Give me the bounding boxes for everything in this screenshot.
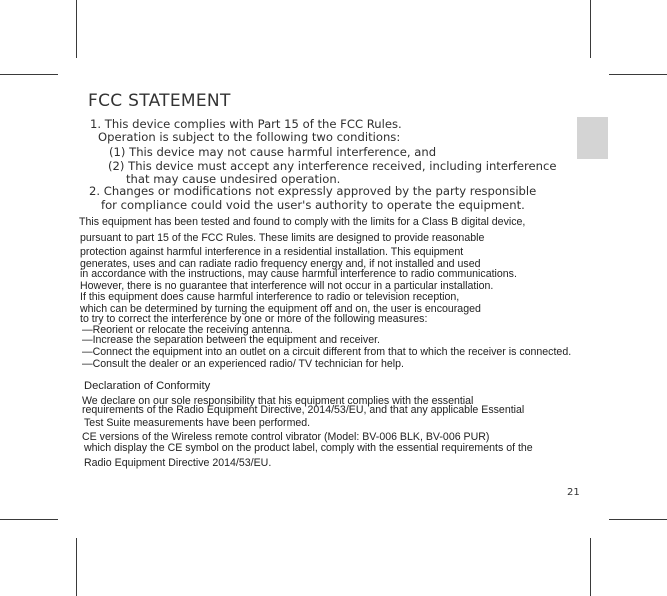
declaration-line: Test Suite measurements have been performed.: [84, 417, 311, 429]
crop-mark-top-right: [590, 0, 591, 58]
section-tab-marker: [577, 117, 608, 159]
declaration-line: which display the CE symbol on the product label, comply with the essential requirements of the: [84, 442, 533, 454]
measure-item: —Increase the separation between the equipment and receiver.: [82, 334, 380, 346]
declaration-line: Radio Equipment Directive 2014/53/EU.: [84, 457, 272, 469]
compliance-line: If this equipment does cause harmful interference to radio or television reception,: [80, 291, 460, 303]
crop-mark-right-bottom: [609, 519, 667, 520]
measure-item: —Consult the dealer or an experienced radio/ TV technician for help.: [82, 358, 404, 370]
compliance-line: protection against harmful interference in a residential installation. This equipment: [80, 246, 464, 258]
compliance-line: pursuant to part 15 of the FCC Rules. These limits are designed to provide reasonable: [80, 232, 485, 244]
crop-mark-right-top: [609, 74, 667, 75]
crop-mark-bottom-right: [590, 538, 591, 596]
compliance-line: However, there is no guarantee that interference will not occur in a particular installation.: [80, 280, 494, 292]
crop-mark-bottom-left: [76, 538, 77, 596]
compliance-line: generates, uses and can radiate radio frequency energy and, if not installed and used: [80, 258, 481, 270]
fcc-item-1: 1. This device complies with Part 15 of the FCC Rules.: [90, 117, 402, 131]
declaration-line: We declare on our sole responsibility that his equipment complies with the essential: [82, 395, 474, 407]
measure-item: —Connect the equipment into an outlet on a circuit different from that to which the receiver is connected.: [82, 346, 572, 358]
crop-mark-left-top: [0, 74, 58, 75]
compliance-line: to try to correct the interference by one or more of the following measures:: [80, 313, 428, 325]
measure-item: —Reorient or relocate the receiving antenna.: [82, 324, 293, 336]
page-title: FCC STATEMENT: [88, 91, 231, 111]
compliance-line: in accordance with the instructions, may cause harmful interference to radio communications.: [80, 268, 517, 280]
crop-mark-left-bottom: [0, 519, 58, 520]
fcc-item-2-cont: for compliance could void the user's authority to operate the equipment.: [101, 198, 525, 212]
compliance-line: which can be determined by turning the equipment off and on, the user is encouraged: [80, 303, 481, 315]
declaration-line: CE versions of the Wireless remote control vibrator (Model: BV-006 BLK, BV-006 PUR): [82, 431, 490, 443]
compliance-line: This equipment has been tested and found to comply with the limits for a Class B digital device,: [79, 216, 526, 228]
fcc-item-2: 2. Changes or modifications not expressly approved by the party responsible: [89, 184, 537, 198]
fcc-item-1-cont: Operation is subject to the following two conditions:: [98, 130, 401, 144]
fcc-condition-2: (2) This device must accept any interference received, including interference: [108, 159, 557, 173]
fcc-condition-1: (1) This device may not cause harmful interference, and: [109, 145, 437, 159]
declaration-line: requirements of the Radio Equipment Directive, 2014/53/EU, and that any applicable Essential: [82, 404, 525, 416]
page-number: 21: [567, 487, 580, 498]
declaration-heading: Declaration of Conformity: [84, 380, 211, 392]
crop-mark-top-left: [76, 0, 77, 58]
fcc-condition-2-cont: that may cause undesired operation.: [126, 172, 341, 186]
